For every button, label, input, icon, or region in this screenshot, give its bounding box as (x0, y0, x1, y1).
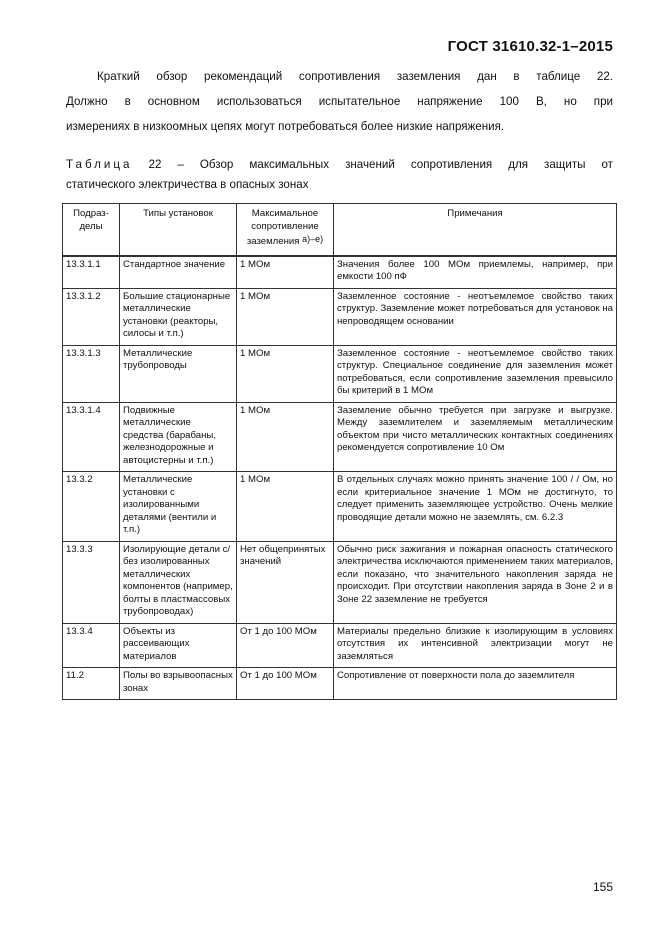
header-resistance-text: Максимальное сопротивление заземления (246, 208, 319, 247)
table-row (63, 345, 617, 402)
cell-subsection: 13.3.3 (63, 541, 120, 623)
cell-notes: Обычно риск зажигания и пожарная опасность статического электричества исключаются применением таких материалов, если показано, что значительного накопления заряда не происходит. При отсутствии накопления заряда в Зоне 2 и в Зоне 22 заземление не требуется (334, 541, 617, 623)
cell-subsection: 13.3.2 (63, 472, 120, 542)
cell-resistance: 1 МОм (237, 402, 334, 472)
cell-subsection: 13.3.1.2 (63, 288, 120, 345)
cell-resistance: 1 МОм (237, 472, 334, 542)
cell-notes: В отдельных случаях можно принять значение 100 / / Ом, но если критериальное значение 1 МОм не достигнуто, то следует применить заземляющее устройство. Очень мелкие проводящие детали можно не заземлять, см. 6.2.3 (334, 472, 617, 542)
cell-notes: Заземленное состояние - неотъемлемое свойство таких структур. Специальное соединение для заземления может потребоваться, если сопротивление заземления превысило бы критерий в 1 МОм (334, 345, 617, 402)
table-row (63, 256, 617, 289)
table-body (63, 256, 617, 700)
cell-resistance: 1 МОм (237, 256, 334, 289)
cell-type: Металлические трубопроводы (120, 345, 237, 402)
table-header-row (63, 204, 617, 256)
cell-resistance: 1 МОм (237, 288, 334, 345)
cell-resistance: Нет общепринятых значений (237, 541, 334, 623)
cell-subsection: 13.3.1.3 (63, 345, 120, 402)
intro-paragraph (66, 64, 613, 139)
cell-resistance: От 1 до 100 МОм (237, 623, 334, 668)
intro-line-1: Краткий обзор рекомендаций сопротивления заземления дан в таблице 22. (97, 70, 613, 83)
cell-subsection: 13.3.1.4 (63, 402, 120, 472)
cell-type: Подвижные металлические средства (барабаны, железнодорожные и автоцистерны и т.п.) (120, 402, 237, 472)
cell-notes: Материалы предельно близкие к изолирующим в условиях отсутствия их интенсивной электризации могут не заземляться (334, 623, 617, 668)
cell-notes: Сопротивление от поверхности пола до заземлителя (334, 668, 617, 700)
table-row (63, 288, 617, 345)
cell-type: Большие стационарные металлические установки (реакторы, силосы и т.п.) (120, 288, 237, 345)
cell-notes: Заземленное состояние - неотъемлемое свойство таких структур. Заземление может потребоваться для установок на непроводящем основании (334, 288, 617, 345)
table-caption-line-1 (66, 155, 613, 175)
cell-type: Полы во взрывоопасных зонах (120, 668, 237, 700)
cell-subsection: 11.2 (63, 668, 120, 700)
table-caption-word: Таблица (66, 158, 133, 171)
page-number: 155 (592, 880, 613, 894)
table-caption-text: 22 – Обзор максимальных значений сопротивления для защиты от (148, 158, 613, 171)
table-row (63, 402, 617, 472)
table-row (63, 472, 617, 542)
intro-line-2: Должно в основном использоваться испытательное напряжение 100 В, но при (66, 95, 613, 108)
table-caption (66, 155, 613, 195)
table-row (63, 541, 617, 623)
cell-resistance: От 1 до 100 МОм (237, 668, 334, 700)
cell-notes: Значения более 100 МОм приемлемы, например, при емкости 100 пФ (334, 256, 617, 289)
header-type: Типы установок (120, 204, 237, 256)
cell-resistance: 1 МОм (237, 345, 334, 402)
header-resistance (237, 204, 334, 256)
document-header: ГОСТ 31610.32-1–2015 (447, 38, 613, 55)
table-caption-line-2: статического электричества в опасных зонах (66, 178, 309, 191)
cell-subsection: 13.3.4 (63, 623, 120, 668)
cell-type: Объекты из рассеивающих материалов (120, 623, 237, 668)
cell-subsection: 13.3.1.1 (63, 256, 120, 289)
header-resistance-note: а)–е) (302, 234, 324, 244)
header-notes: Примечания (334, 204, 617, 256)
cell-type: Стандартное значение (120, 256, 237, 289)
cell-notes: Заземление обычно требуется при загрузке и выгрузке. Между заземлителем и заземляемым металлическим объектом при чисто металлических контактных соединениях рекомендуется сопротивление 10 Ом (334, 402, 617, 472)
table-row (63, 668, 617, 700)
cell-type: Изолирующие детали с/без изолированных металлических компонентов (например, болты в пластмассовых трубопроводах) (120, 541, 237, 623)
resistance-table (62, 203, 617, 700)
table-row (63, 623, 617, 668)
cell-type: Металлические установки с изолированными деталями (вентили и т.п.) (120, 472, 237, 542)
intro-line-3: измерениях в низкоомных цепях могут потребоваться более низкие напряжения. (66, 120, 505, 133)
header-subsection: Подраз- делы (63, 204, 120, 256)
